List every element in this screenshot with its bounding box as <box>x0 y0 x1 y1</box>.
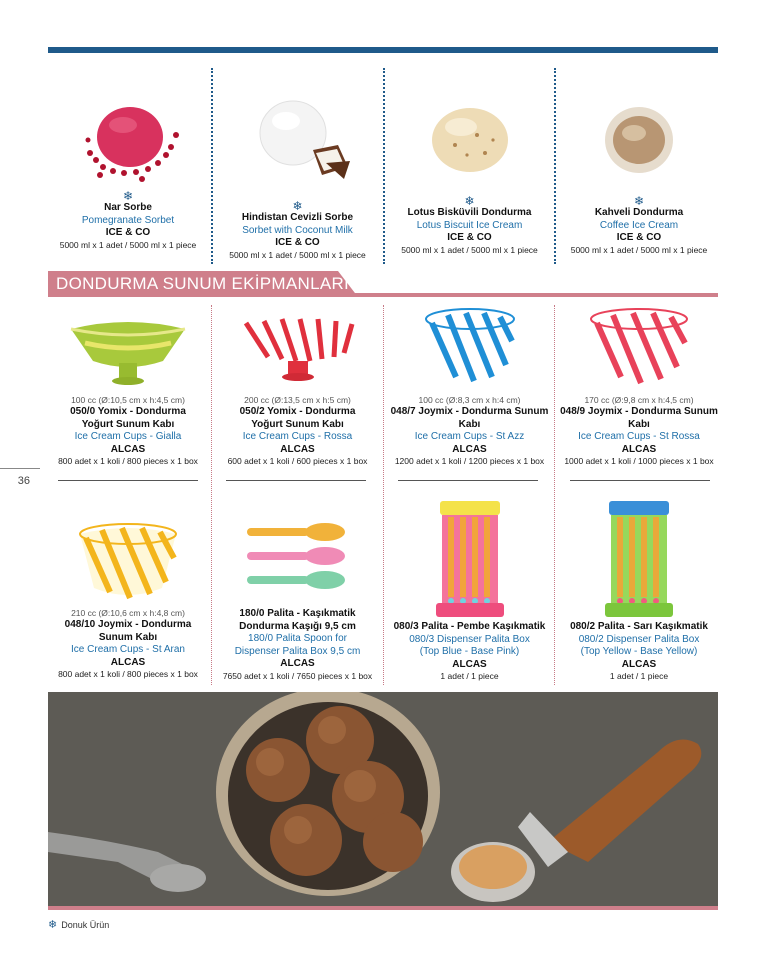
pomegranate-sorbet-image <box>68 95 188 190</box>
product-name-line2: Kabı <box>628 418 650 430</box>
row-rule <box>398 480 538 481</box>
lotus-ice-cream-image <box>415 95 525 195</box>
snowflake-icon: ❄ <box>48 919 58 931</box>
product-brand: ALCAS <box>110 443 146 455</box>
column-divider <box>211 305 212 685</box>
product-card-palita-pink-dispenser[interactable] <box>387 497 552 682</box>
product-name-en: 080/2 Dispenser Palita Box <box>578 633 700 645</box>
product-name-en: Pomegranate Sorbet <box>81 214 175 226</box>
product-name-line2: Kabı <box>458 418 481 430</box>
product-name-en: Coffee Ice Cream <box>599 219 679 231</box>
yellow-green-cup-image <box>65 313 191 395</box>
product-size: 200 cc (Ø:13,5 cm x h:5 cm) <box>244 395 351 405</box>
product-name-en-line2: (Top Blue - Base Pink) <box>419 646 520 657</box>
footer <box>48 919 109 931</box>
product-name-en: Ice Cream Cups - St Rossa <box>578 431 700 442</box>
column-divider <box>383 68 385 264</box>
product-packaging: 7650 adet x 1 koli / 7650 pieces x 1 box <box>222 670 373 681</box>
ice-cream-bowl-photo <box>48 692 718 906</box>
product-card-palita-spoon[interactable] <box>215 520 380 682</box>
product-card-lotus-biscuit-ice-cream[interactable] <box>387 95 552 256</box>
section-underline <box>355 293 718 297</box>
product-name: 080/2 Palita - Sarı Kaşıkmatik <box>570 621 708 632</box>
product-brand: ALCAS <box>452 443 487 455</box>
product-name: Nar Sorbe <box>104 202 152 213</box>
product-name-en: Ice Cream Cups - St Aran <box>71 644 185 655</box>
product-card-coconut-sorbet[interactable] <box>215 95 380 261</box>
snowflake-icon: ❄ <box>464 194 475 208</box>
product-name: Kahveli Dondurma <box>594 207 684 218</box>
product-name-en-line2: Dispenser Palita Box 9,5 cm <box>234 645 361 657</box>
palita-spoons-image <box>243 520 353 608</box>
pink-dispenser-image <box>430 497 510 621</box>
product-brand: ICE & CO <box>616 232 662 243</box>
product-card-coffee-ice-cream[interactable] <box>558 95 720 256</box>
product-packaging: 600 adet x 1 koli / 600 pieces x 1 box <box>227 456 368 466</box>
product-name: 180/0 Palita - Kaşıkmatik <box>239 608 356 619</box>
product-name: Lotus Bisküvili Dondurma <box>407 207 532 218</box>
product-size: 210 cc (Ø:10,6 cm x h:4,8 cm) <box>71 608 185 618</box>
product-packaging: 1 adet / 1 piece <box>440 671 499 681</box>
blue-striped-cup-image <box>420 305 520 395</box>
top-accent-bar <box>48 47 718 53</box>
product-packaging: 5000 ml x 1 adet / 5000 ml x 1 piece <box>401 244 538 255</box>
product-name-line2: Sunum Kabı <box>98 631 158 643</box>
snowflake-icon: ❄ <box>633 194 645 208</box>
product-packaging: 1 adet / 1 piece <box>609 671 669 681</box>
product-packaging: 1200 adet x 1 koli / 1200 pieces x 1 box <box>394 456 545 466</box>
product-packaging: 800 adet x 1 koli / 800 pieces x 1 box <box>58 456 198 466</box>
product-name: 048/9 Joymix - Dondurma Sunum <box>560 406 718 417</box>
pink-striped-cup-image <box>585 305 693 395</box>
product-card-joymix-st-aran[interactable] <box>48 520 208 680</box>
product-name: 048/7 Joymix - Dondurma Sunum <box>390 406 549 417</box>
product-name: 050/0 Yomix - Dondurma <box>70 406 186 417</box>
product-card-yomix-gialla[interactable] <box>48 313 208 467</box>
product-brand: ICE & CO <box>275 237 320 248</box>
section-title: DONDURMA SUNUM EKİPMANLARI <box>56 274 350 293</box>
product-packaging: 5000 ml x 1 adet / 5000 ml x 1 piece <box>59 239 197 250</box>
product-name: 050/2 Yomix - Dondurma <box>239 406 356 417</box>
row-rule <box>226 480 366 481</box>
product-brand: ALCAS <box>280 658 315 669</box>
product-packaging: 800 adet x 1 koli / 800 pieces x 1 box <box>58 669 198 679</box>
product-packaging: 5000 ml x 1 adet / 5000 ml x 1 piece <box>570 244 708 255</box>
row-rule <box>570 480 710 481</box>
footer-label: Donuk Ürün <box>61 920 110 930</box>
yellow-striped-cup-image <box>74 520 182 608</box>
product-brand: ALCAS <box>452 658 487 670</box>
product-name-en: Ice Cream Cups - Rossa <box>242 431 353 442</box>
product-size: 100 cc (Ø:8,3 cm x h:4 cm) <box>418 395 521 405</box>
product-name: Hindistan Cevizli Sorbe <box>241 212 354 223</box>
product-name-en: 080/3 Dispenser Palita Box <box>409 633 530 645</box>
product-card-joymix-st-rossa[interactable] <box>558 305 720 467</box>
product-card-pomegranate-sorbet[interactable] <box>48 95 208 251</box>
product-card-joymix-st-azz[interactable] <box>387 305 552 467</box>
product-name: 048/10 Joymix - Dondurma <box>64 619 192 630</box>
column-divider <box>383 305 384 685</box>
column-divider <box>211 68 213 264</box>
product-name-en: Ice Cream Cups - St Azz <box>414 431 525 442</box>
coffee-ice-cream-image <box>589 95 689 195</box>
product-card-yomix-rossa[interactable] <box>215 313 380 467</box>
product-name-line2: Dondurma Kaşığı 9,5 cm <box>239 620 356 632</box>
product-name-en: Ice Cream Cups - Gialla <box>74 431 182 442</box>
product-name-line2: Yoğurt Sunum Kabı <box>81 418 175 430</box>
red-striped-cup-image <box>230 313 366 395</box>
page-number: 36 <box>0 468 40 487</box>
photo-accent-bar <box>48 906 718 910</box>
product-name-en: Lotus Biscuit Ice Cream <box>416 219 523 231</box>
product-size: 170 cc (Ø:9,8 cm x h:4,5 cm) <box>584 395 694 405</box>
product-brand: ICE & CO <box>447 232 492 243</box>
column-divider <box>554 68 556 264</box>
product-brand: ALCAS <box>110 656 146 668</box>
column-divider <box>554 305 555 685</box>
product-name-en: Sorbet with Coconut Milk <box>242 224 353 236</box>
product-name: 080/3 Palita - Pembe Kaşıkmatik <box>393 621 546 632</box>
product-brand: ALCAS <box>621 658 657 670</box>
product-card-palita-yellow-dispenser[interactable] <box>558 497 720 682</box>
product-brand: ALCAS <box>621 443 657 455</box>
snowflake-icon: ❄ <box>292 199 303 213</box>
product-name-en: 180/0 Palita Spoon for <box>248 633 347 644</box>
product-name-en-line2: (Top Yellow - Base Yellow) <box>580 646 698 657</box>
snowflake-icon: ❄ <box>122 189 134 203</box>
yellow-dispenser-image <box>599 497 679 621</box>
product-size: 100 cc (Ø:10,5 cm x h:4,5 cm) <box>71 395 185 405</box>
product-packaging: 1000 adet x 1 koli / 1000 pieces x 1 box <box>564 456 714 466</box>
product-name-line2: Yoğurt Sunum Kabı <box>251 418 344 430</box>
product-packaging: 5000 ml x 1 adet / 5000 ml x 1 piece <box>229 249 366 260</box>
row-rule <box>58 480 198 481</box>
product-brand: ICE & CO <box>105 227 151 238</box>
coconut-sorbet-image <box>238 95 358 200</box>
product-brand: ALCAS <box>280 443 315 455</box>
